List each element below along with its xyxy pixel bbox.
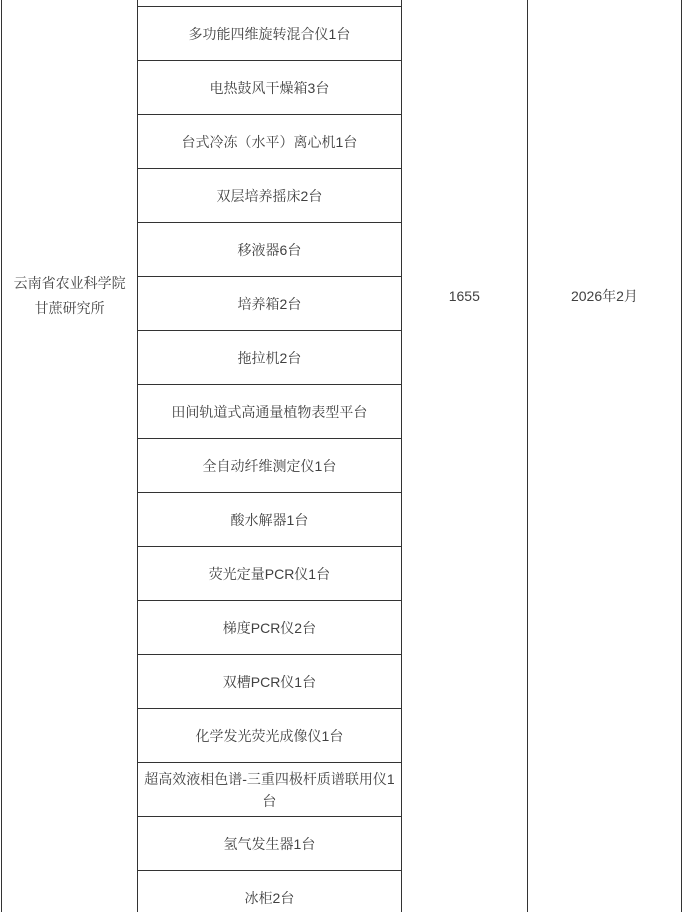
- item-cell: 化学发光荧光成像仪1台: [138, 709, 402, 763]
- item-cell: 冰柜2台: [138, 871, 402, 912]
- org-cell: [2, 0, 138, 912]
- org-name-line1: 云南省农业科学院: [13, 275, 126, 291]
- date-cell: [527, 0, 681, 912]
- delivery-date: 2026年2月: [570, 288, 638, 304]
- item-cell: 荧光定量PCR仪1台: [138, 547, 402, 601]
- item-cell: 拖拉机2台: [138, 331, 402, 385]
- item-cell: 移液器6台: [138, 223, 402, 277]
- quantity-value: 1655: [448, 288, 480, 304]
- equipment-table: [1, 0, 682, 912]
- item-cell: 氢气发生器1台: [138, 817, 402, 871]
- quantity-cell: [401, 0, 527, 912]
- item-cell: 培养箱2台: [138, 277, 402, 331]
- item-cell: 酸水解器1台: [138, 493, 402, 547]
- item-cell: 超高效液相色谱-三重四极杆质谱联用仪1台: [138, 763, 402, 817]
- item-cell: 台式冷冻（水平）离心机1台: [138, 115, 402, 169]
- org-name-line2: 甘蔗研究所: [34, 300, 105, 316]
- item-cell: 全自动纤维测定仪1台: [138, 439, 402, 493]
- item-cell: 双槽PCR仪1台: [138, 655, 402, 709]
- item-cell: 田间轨道式高通量植物表型平台: [138, 385, 402, 439]
- org-name: [2, 271, 137, 321]
- item-cell: 梯度PCR仪2台: [138, 601, 402, 655]
- item-cell: 多功能四维旋转混合仪1台: [138, 7, 402, 61]
- item-cell: 双层培养摇床2台: [138, 169, 402, 223]
- item-cell: 电热鼓风干燥箱3台: [138, 61, 402, 115]
